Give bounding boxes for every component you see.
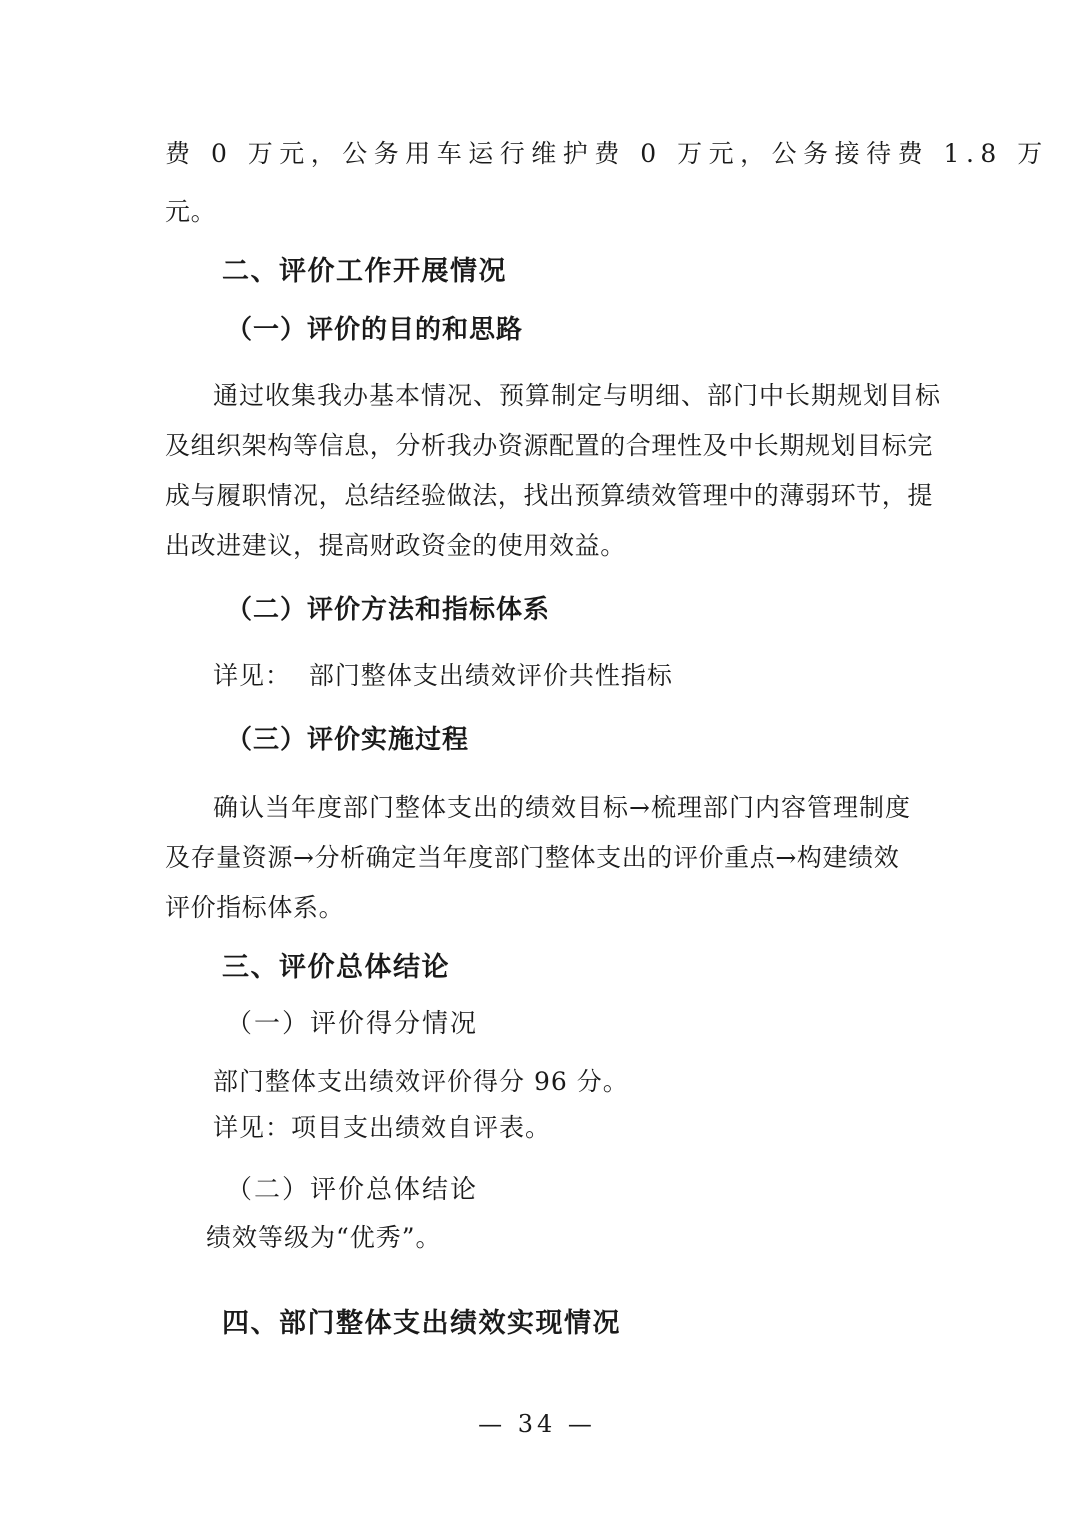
indicator-reference: 详见： 部门整体支出绩效评价共性指标	[213, 661, 673, 690]
section-4-heading: 四、部门整体支出绩效实现情况	[222, 1308, 621, 1339]
paragraph-line: 成与履职情况，总结经验做法，找出预算绩效管理中的薄弱环节，提	[165, 481, 934, 510]
score-line: 部门整体支出绩效评价得分 96 分。	[213, 1067, 629, 1096]
paragraph-line: 评价指标体系。	[165, 893, 345, 922]
section-3-1-heading: （一）评价得分情况	[226, 1009, 479, 1039]
paragraph-line: 及组织架构等信息，分析我办资源配置的合理性及中长期规划目标完	[165, 431, 934, 460]
paragraph-line: 出改进建议，提高财政资金的使用效益。	[165, 531, 626, 560]
paragraph-line: 通过收集我办基本情况、预算制定与明细、部门中长期规划目标	[213, 381, 942, 410]
section-3-2-heading: （二）评价总体结论	[226, 1175, 479, 1205]
page-number: — 34 —	[478, 1410, 596, 1438]
intro-line-2: 元。	[165, 197, 217, 226]
paragraph-line: 及存量资源→分析确定当年度部门整体支出的评价重点→构建绩效	[165, 843, 900, 872]
grade-line: 绩效等级为“优秀”。	[206, 1223, 442, 1252]
section-2-3-heading: （三）评价实施过程	[226, 725, 470, 755]
self-eval-reference: 详见：项目支出绩效自评表。	[213, 1113, 552, 1142]
section-2-heading: 二、评价工作开展情况	[222, 256, 507, 287]
section-2-1-heading: （一）评价的目的和思路	[226, 315, 524, 345]
paragraph-line: 确认当年度部门整体支出的绩效目标→梳理部门内容管理制度	[213, 793, 911, 822]
section-3-heading: 三、评价总体结论	[222, 952, 450, 983]
section-2-2-heading: （二）评价方法和指标体系	[226, 595, 551, 625]
intro-line-1: 费 0 万元，公务用车运行维护费 0 万元，公务接待费 1.8 万	[165, 139, 1049, 168]
